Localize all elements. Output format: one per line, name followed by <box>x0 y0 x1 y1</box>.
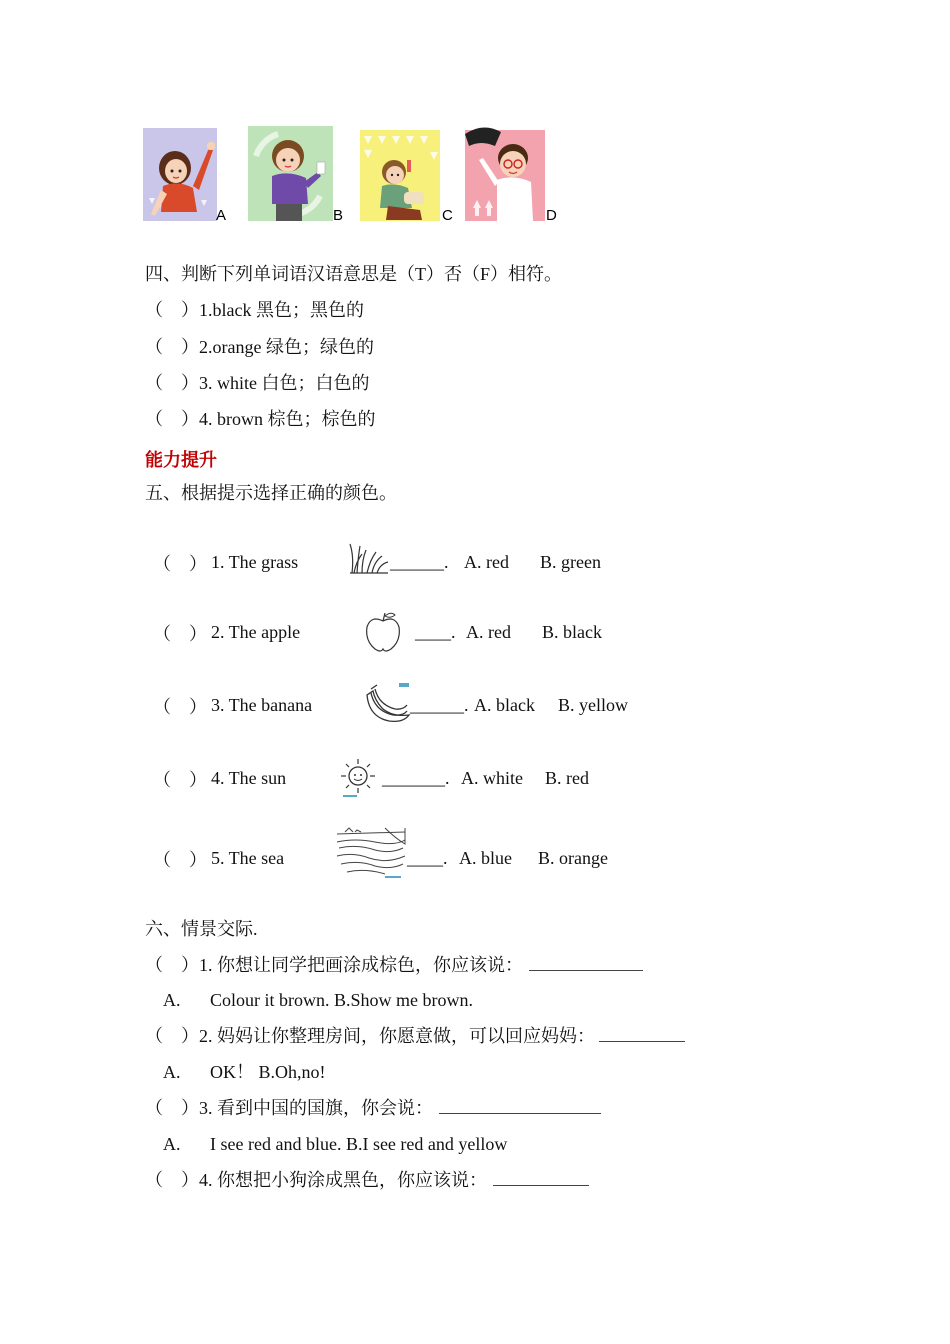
item-text: 3. white 白色；白色的 <box>199 373 370 393</box>
picture-label-c: C <box>442 207 453 224</box>
section4-item-4 <box>145 408 376 430</box>
answer-parenthesis[interactable]: （ ） <box>145 300 199 320</box>
answer-parenthesis[interactable]: （ ） <box>145 337 199 357</box>
sun-icon <box>339 757 377 799</box>
answer-parenthesis[interactable]: （ ） <box>145 373 199 393</box>
section6-item-3 <box>145 1097 601 1119</box>
answer-blank[interactable]: ______. <box>390 552 449 572</box>
option-a-marker: A. <box>163 1062 181 1082</box>
answer-parenthesis[interactable]: （ ） <box>145 409 199 429</box>
section5-item-3 <box>145 685 765 725</box>
ability-heading: 能力提升 <box>145 450 217 471</box>
section5-title: 五、根据提示选择正确的颜色。 <box>145 483 397 503</box>
answer-parenthesis[interactable]: （ ） <box>153 697 207 717</box>
picture-label-b: B <box>333 207 344 224</box>
section5-item-5 <box>145 824 745 884</box>
answer-blank[interactable]: ______. <box>410 695 469 715</box>
answer-blank[interactable]: ____. <box>415 622 456 642</box>
item-question: 1. 你想让同学把画涂成棕色，你应该说： <box>199 955 523 975</box>
item-text: 5. The sea <box>211 848 285 868</box>
answer-parenthesis[interactable]: （ ） <box>153 554 207 574</box>
option-a-marker: A. <box>163 990 181 1010</box>
option-a: A. blue <box>459 848 512 868</box>
option-a-marker: A. <box>163 1134 181 1154</box>
item-question: 2. 妈妈让你整理房间，你愿意做，可以回应妈妈： <box>199 1026 595 1046</box>
option-a: A. black <box>474 695 535 715</box>
section6-item-2 <box>145 1025 685 1047</box>
option-text: OK！ B.Oh,no! <box>210 1062 326 1082</box>
section5-item-2 <box>145 612 745 652</box>
item-question: 4. 你想把小狗涂成黑色，你应该说： <box>199 1170 487 1190</box>
section6-item-1 <box>145 954 643 976</box>
section4-item-3 <box>145 372 370 394</box>
option-a: A. red <box>464 552 509 572</box>
answer-parenthesis[interactable]: （ ） <box>145 955 199 975</box>
banana-icon <box>363 683 411 727</box>
section6-title: 六、情景交际. <box>145 919 258 939</box>
option-b: B. black <box>542 622 602 642</box>
apple-icon <box>363 611 403 653</box>
answer-line[interactable] <box>493 1169 589 1186</box>
section4-item-2 <box>145 336 374 358</box>
item-text: 2. The apple <box>211 622 301 642</box>
answer-parenthesis[interactable]: （ ） <box>153 850 207 870</box>
item-text: 1.black 黑色；黑色的 <box>199 300 364 320</box>
option-a: A. red <box>466 622 511 642</box>
sea-icon <box>335 824 407 880</box>
item-text: 2.orange 绿色；绿色的 <box>199 337 374 357</box>
grass-icon <box>348 542 390 574</box>
answer-line[interactable] <box>439 1097 601 1114</box>
answer-blank[interactable]: ____. <box>407 848 448 868</box>
option-text: Colour it brown. B.Show me brown. <box>210 990 473 1010</box>
answer-line[interactable] <box>529 954 643 971</box>
boy-holding-card-picture <box>248 126 333 221</box>
answer-parenthesis[interactable]: （ ） <box>145 1026 199 1046</box>
answer-parenthesis[interactable]: （ ） <box>145 1098 199 1118</box>
picture-label-a: A <box>216 207 227 224</box>
answer-blank[interactable]: _______. <box>382 768 450 788</box>
section5-item-1 <box>145 542 745 582</box>
section4-item-1 <box>145 299 364 321</box>
option-b: B. orange <box>538 848 608 868</box>
boy-with-glasses-picture <box>465 124 545 221</box>
item-text: 3. The banana <box>211 695 313 715</box>
girl-sitting-picture <box>360 130 440 221</box>
option-b: B. green <box>540 552 601 572</box>
item-question: 3. 看到中国的国旗，你会说： <box>199 1098 433 1118</box>
section5-item-4 <box>145 758 745 798</box>
picture-label-d: D <box>546 207 557 224</box>
item-text: 1. The grass <box>211 552 299 572</box>
item-text: 4. The sun <box>211 768 287 788</box>
section4-title: 四、判断下列单词语汉语意思是（T）否（F）相符。 <box>145 264 563 284</box>
option-text: I see red and blue. B.I see red and yellow <box>210 1134 508 1154</box>
answer-parenthesis[interactable]: （ ） <box>153 770 207 790</box>
option-a: A. white <box>461 768 523 788</box>
option-b: B. yellow <box>558 695 628 715</box>
option-b: B. red <box>545 768 589 788</box>
answer-parenthesis[interactable]: （ ） <box>145 1170 199 1190</box>
item-text: 4. brown 棕色；棕色的 <box>199 409 376 429</box>
answer-line[interactable] <box>599 1025 685 1042</box>
answer-parenthesis[interactable]: （ ） <box>153 624 207 644</box>
girl-stretching-picture <box>143 128 217 221</box>
section6-item-4 <box>145 1169 589 1191</box>
